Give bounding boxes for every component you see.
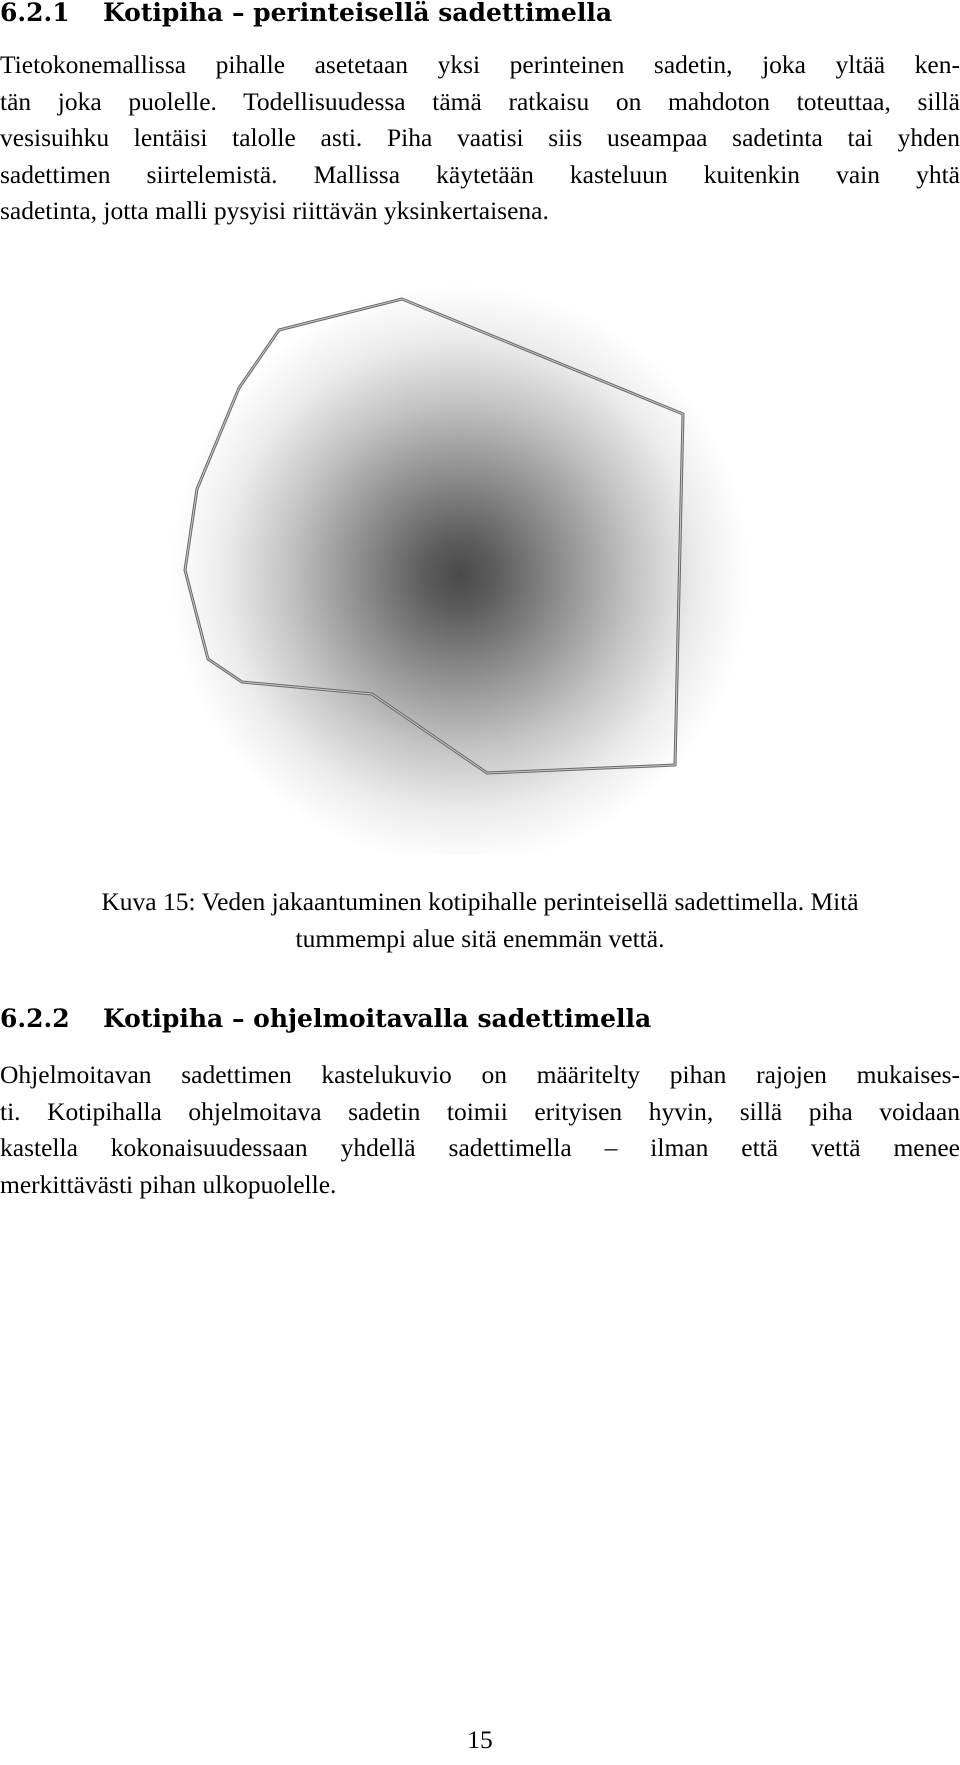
water-distribution-svg — [150, 255, 770, 855]
figure-caption — [0, 883, 960, 957]
paragraph-line: sadetinta, jotta malli pysyisi riittävän yksinkertaisena. — [0, 196, 549, 226]
section-title: Kotipiha – perinteisellä sadettimella — [103, 0, 613, 27]
paragraph-line: merkittävästi pihan ulkopuolelle. — [0, 1169, 337, 1199]
section-paragraph-6-2-2 — [0, 1057, 960, 1203]
paragraph-line: vesisuihku lentäisi talolle asti. Piha vaatisi siis useampaa sadetinta tai yhden — [0, 123, 960, 153]
water-distribution-figure — [150, 255, 770, 855]
paragraph-line: ti. Kotipihalla ohjelmoitava sadetin toimii erityisen hyvin, sillä piha voidaan — [0, 1096, 960, 1126]
paragraph-line: Ohjelmoitavan sadettimen kastelukuvio on määritelty pihan rajojen mukaises- — [0, 1060, 960, 1089]
section-heading-6-2-2 — [0, 1004, 651, 1034]
section-paragraph-6-2-1 — [0, 47, 960, 230]
caption-line: Kuva 15: Veden jakaantuminen kotipihalle perinteisellä sadettimella. Mitä — [101, 887, 859, 916]
section-title: Kotipiha – ohjelmoitavalla sadettimella — [103, 1004, 652, 1033]
paragraph-line: sadettimen siirtelemistä. Mallissa käytetään kasteluun kuitenkin vain yhtä — [0, 159, 960, 189]
section-heading-6-2-1 — [0, 0, 612, 28]
paragraph-line: tän joka puolelle. Todellisuudessa tämä ratkaisu on mahdoton toteuttaa, sillä — [0, 86, 960, 116]
page-number: 15 — [467, 1725, 493, 1754]
section-number: 6.2.2 — [0, 1004, 70, 1033]
water-spread-gradient — [170, 285, 750, 855]
paragraph-line: kastella kokonaisuudessaan yhdellä sadettimella – ilman että vettä menee — [0, 1133, 960, 1163]
section-number: 6.2.1 — [0, 0, 70, 27]
paragraph-line: Tietokonemallissa pihalle asetetaan yksi perinteinen sadetin, joka yltää ken- — [0, 50, 960, 79]
caption-line: tummempi alue sitä enemmän vettä. — [295, 924, 665, 953]
